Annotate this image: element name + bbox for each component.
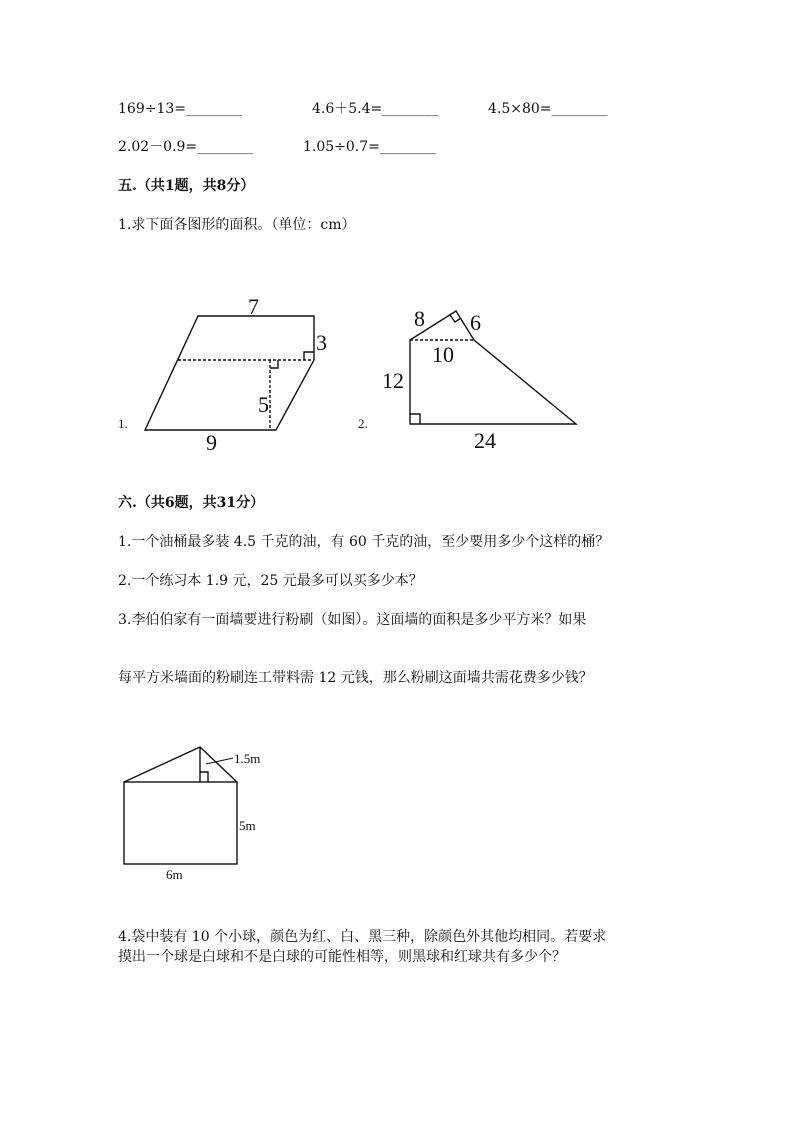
calc-4: 2.02－0.9=________ (118, 139, 254, 155)
figure-2-middle-label: 10 (432, 342, 454, 367)
section6-question-3-line-2: 每平方米墙面的粉刷连工带料需 12 元钱，那么粉刷这面墙共需花费多少钱？ (118, 670, 593, 686)
figure-2-index: 2. (358, 416, 368, 431)
wall-roof-height-label: 1.5m (234, 751, 261, 766)
figure-1-right-angle-a (270, 360, 278, 368)
figure-1-height-label: 5 (258, 392, 269, 417)
figure-2-right-edge-label: 6 (470, 310, 481, 335)
wall-width-label: 6m (166, 867, 183, 882)
figure-1-index: 1. (118, 416, 128, 431)
figure-1-top-label: 7 (248, 294, 259, 319)
figure-2-left-edge-label: 8 (414, 306, 425, 331)
wall-roof (124, 747, 237, 782)
section5-question-1: 1.求下面各图形的面积。（单位：cm） (118, 217, 356, 233)
figure-2-outline (410, 311, 576, 424)
figure-1 (145, 316, 314, 430)
wall-height-label: 5m (239, 818, 256, 833)
figure-2-bottom-label: 24 (474, 428, 496, 453)
section6-question-4-line-2: 摸出一个球是白球和不是白球的可能性相等，则黑球和红球共有多少个？ (118, 949, 566, 965)
figure-2 (410, 311, 576, 424)
figure-1-right-angle-b (304, 352, 314, 360)
figure-2-right-angle-bottom (410, 414, 420, 424)
wall-roof-label-leader (206, 758, 233, 764)
figure-1-right-label: 3 (316, 330, 327, 355)
calc-1: 169÷13=________ (118, 101, 242, 117)
figure-1-outline (145, 316, 314, 430)
figure-2-height-label: 12 (382, 368, 404, 393)
calc-2: 4.6＋5.4=________ (312, 101, 439, 117)
section6-title: 六.（共6题，共31分） (118, 495, 265, 511)
figure-1-bottom-label: 9 (206, 430, 217, 455)
calc-3: 4.5×80=________ (488, 101, 608, 117)
wall-right-angle (200, 772, 208, 782)
wall-rectangle (124, 782, 237, 864)
calc-5: 1.05÷0.7=________ (303, 139, 436, 155)
section6-question-1: 1.一个油桶最多装 4.5 千克的油，有 60 千克的油，至少要用多少个这样的桶？ (118, 534, 610, 550)
section6-question-2: 2.一个练习本 1.9 元，25 元最多可以买多少本？ (118, 573, 423, 589)
wall-figure (124, 747, 237, 864)
section6-question-3-line-1: 3.李伯伯家有一面墙要进行粉刷（如图）。这面墙的面积是多少平方米？如果 (118, 612, 587, 628)
section6-question-4-line-1: 4.袋中装有 10 个小球，颜色为红、白、黑三种，除颜色外其他均相同。若要求 (118, 929, 607, 945)
section5-title: 五.（共1题，共8分） (118, 178, 255, 194)
